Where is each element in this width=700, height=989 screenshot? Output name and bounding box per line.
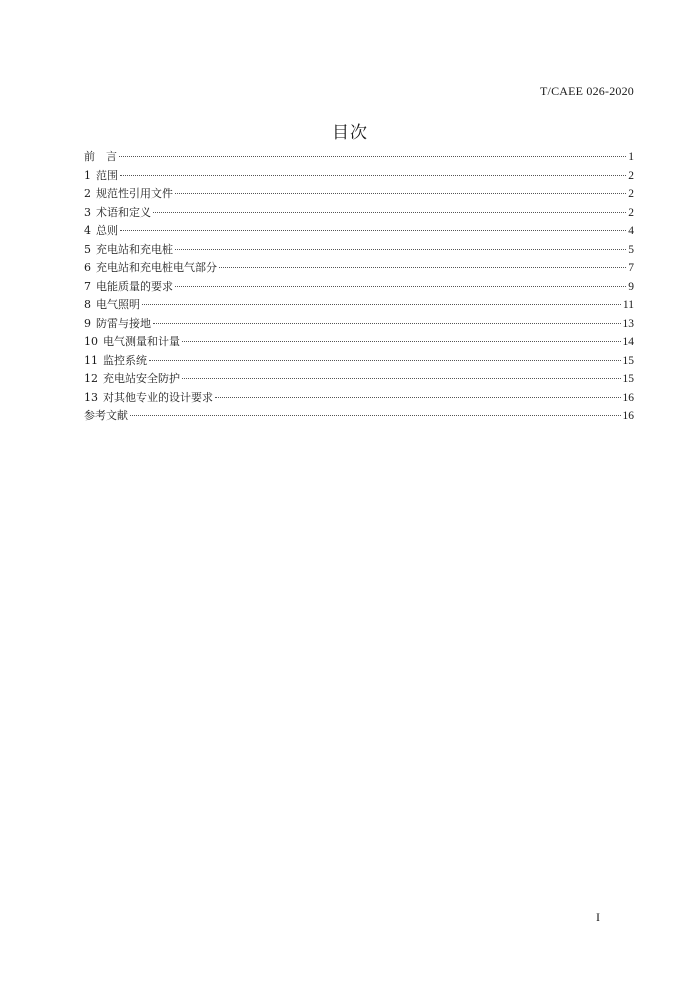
toc-entry-page: 11 bbox=[622, 299, 634, 311]
page-number: I bbox=[596, 910, 600, 924]
toc-entry-label bbox=[84, 222, 118, 241]
toc-entry-page: 4 bbox=[628, 225, 634, 237]
toc-entry-title: 总则 bbox=[96, 224, 118, 237]
toc-entry-page: 9 bbox=[628, 280, 634, 293]
toc-entry-label bbox=[84, 259, 217, 278]
toc-entry-number: 13 bbox=[84, 390, 98, 404]
toc-entry-label bbox=[84, 352, 147, 371]
document-code: T/CAEE 026-2020 bbox=[540, 84, 634, 98]
toc-dot-leader bbox=[142, 304, 621, 305]
toc-entry-title: 充电站安全防护 bbox=[103, 372, 180, 385]
toc-entry-page: 16 bbox=[622, 410, 634, 422]
toc-entry-title: 电气照明 bbox=[96, 298, 140, 311]
toc-entry-page: 2 bbox=[628, 206, 634, 219]
toc-entry[interactable] bbox=[84, 407, 634, 426]
toc-entry[interactable] bbox=[84, 167, 634, 186]
toc-entry-title: 前 言 bbox=[84, 150, 117, 163]
toc-entry-number: 12 bbox=[84, 372, 98, 385]
toc-entry[interactable] bbox=[84, 148, 634, 167]
toc-entry[interactable] bbox=[84, 259, 634, 278]
toc-entry-page: 14 bbox=[622, 336, 634, 348]
toc-entry[interactable] bbox=[84, 278, 634, 297]
toc-entry-number: 5 bbox=[84, 242, 91, 256]
toc-entry-label bbox=[84, 315, 151, 334]
toc-entry-title: 规范性引用文件 bbox=[96, 187, 173, 200]
toc-entry-title: 电气测量和计量 bbox=[103, 335, 180, 348]
toc-entry-page: 7 bbox=[628, 262, 634, 274]
toc-entry-title: 对其他专业的设计要求 bbox=[103, 390, 213, 404]
toc-dot-leader bbox=[175, 286, 626, 287]
toc-entry-title: 术语和定义 bbox=[96, 205, 151, 219]
toc-dot-leader bbox=[119, 156, 626, 157]
toc-entry[interactable] bbox=[84, 315, 634, 334]
toc-entry[interactable] bbox=[84, 222, 634, 241]
toc-entry-page: 13 bbox=[622, 317, 634, 330]
toc-dot-leader bbox=[175, 249, 626, 250]
toc-entry-page: 16 bbox=[622, 391, 634, 404]
toc-dot-leader bbox=[175, 193, 626, 194]
toc-dot-leader bbox=[120, 175, 626, 176]
toc-dot-leader bbox=[215, 397, 621, 398]
toc-entry-label bbox=[84, 148, 117, 167]
toc-entry[interactable] bbox=[84, 352, 634, 371]
toc-entry-page: 2 bbox=[628, 188, 634, 200]
toc-entry-label bbox=[84, 241, 173, 260]
toc-dot-leader bbox=[153, 212, 626, 213]
toc-entry-number: 7 bbox=[84, 279, 91, 293]
toc-entry-number: 11 bbox=[84, 353, 98, 367]
toc-entry[interactable] bbox=[84, 204, 634, 223]
toc-entry-title: 范围 bbox=[96, 168, 118, 182]
toc-dot-leader bbox=[153, 323, 621, 324]
toc-entry-number: 6 bbox=[84, 261, 91, 274]
toc-entry[interactable] bbox=[84, 370, 634, 389]
toc-entry-label bbox=[84, 407, 128, 426]
toc-entry-title: 参考文献 bbox=[84, 409, 128, 422]
toc-entry-number: 8 bbox=[84, 298, 91, 311]
toc-entry-label bbox=[84, 185, 173, 204]
toc-entry-label bbox=[84, 389, 213, 408]
toc-entry-label bbox=[84, 296, 140, 315]
toc-entry-page: 5 bbox=[628, 243, 634, 256]
toc-entry-number: 4 bbox=[84, 224, 91, 237]
toc-dot-leader bbox=[130, 415, 621, 416]
toc-dot-leader bbox=[120, 230, 626, 231]
toc-entry-number: 9 bbox=[84, 316, 91, 330]
toc-entry-number: 10 bbox=[84, 335, 98, 348]
toc-title: 目次 bbox=[332, 123, 368, 143]
toc-entry-title: 防雷与接地 bbox=[96, 316, 151, 330]
toc-entry-page: 2 bbox=[628, 169, 634, 182]
toc-dot-leader bbox=[182, 378, 621, 379]
toc-entry[interactable] bbox=[84, 389, 634, 408]
toc-entry-label bbox=[84, 370, 180, 389]
toc-entry-number: 1 bbox=[84, 168, 91, 182]
toc-entry-label bbox=[84, 333, 180, 352]
toc-dot-leader bbox=[219, 267, 626, 268]
toc-entry-label bbox=[84, 167, 118, 186]
toc-entry-page: 15 bbox=[622, 354, 634, 367]
toc-entry-label bbox=[84, 278, 173, 297]
toc-entry-page: 1 bbox=[628, 151, 634, 163]
toc-entry[interactable] bbox=[84, 241, 634, 260]
toc-dot-leader bbox=[182, 341, 621, 342]
toc-entry[interactable] bbox=[84, 333, 634, 352]
toc-entry-title: 监控系统 bbox=[103, 353, 147, 367]
toc-entry-label bbox=[84, 204, 151, 223]
toc-entry-title: 充电站和充电桩 bbox=[96, 242, 173, 256]
toc-dot-leader bbox=[149, 360, 621, 361]
toc-entry[interactable] bbox=[84, 296, 634, 315]
toc-entry[interactable] bbox=[84, 185, 634, 204]
toc-entry-number: 3 bbox=[84, 205, 91, 219]
toc-entry-title: 充电站和充电桩电气部分 bbox=[96, 261, 217, 274]
toc-entry-title: 电能质量的要求 bbox=[96, 279, 173, 293]
toc-entry-number: 2 bbox=[84, 187, 91, 200]
toc-entry-page: 15 bbox=[622, 373, 634, 385]
toc-list bbox=[84, 148, 634, 426]
